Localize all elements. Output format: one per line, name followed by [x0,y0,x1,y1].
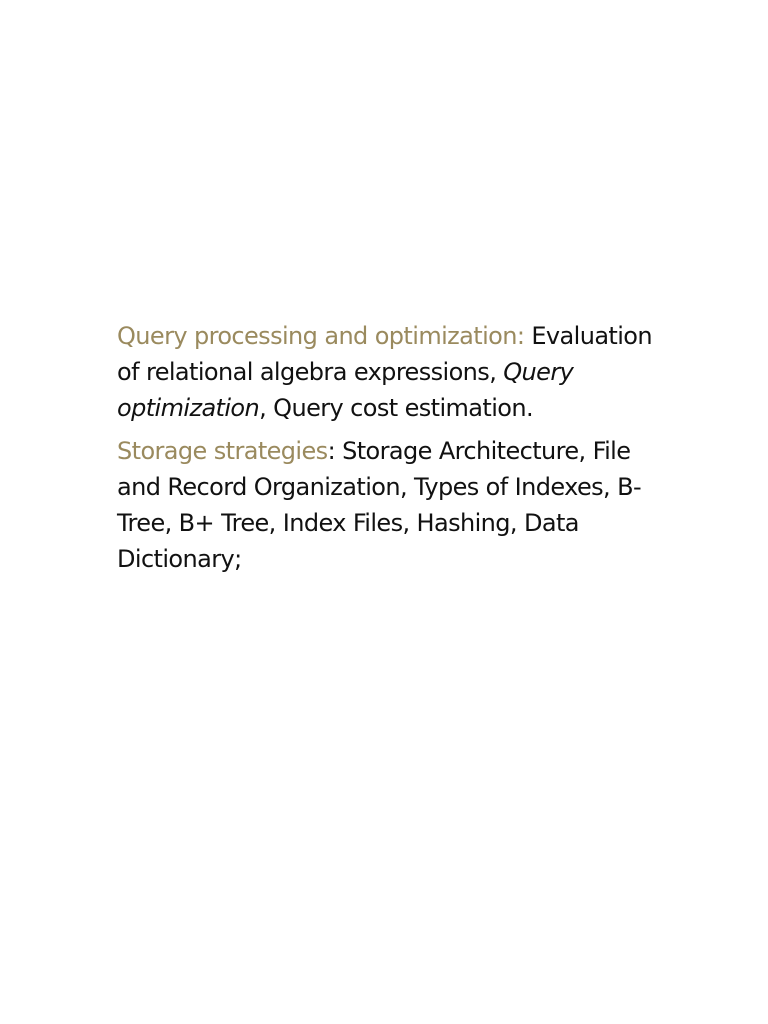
paragraph-text: , Query cost estimation. [259,394,534,422]
paragraph-text: Evaluation of relational algebra expressions, [117,322,652,386]
section-heading-storage-strategies: Storage strategies [117,437,328,465]
document-body [117,318,677,577]
paragraph-storage-strategies [117,433,677,577]
section-heading-query-processing: Query processing and optimization: [117,322,525,350]
italic-term: Query optimization [117,358,574,422]
paragraph-text: : Storage Architecture, File and Record Organization, Types of Indexes, B-Tree, B+ Tree, Index Files, Hashing, Data Dictionary; [117,437,642,573]
paragraph-query-processing [117,318,677,426]
